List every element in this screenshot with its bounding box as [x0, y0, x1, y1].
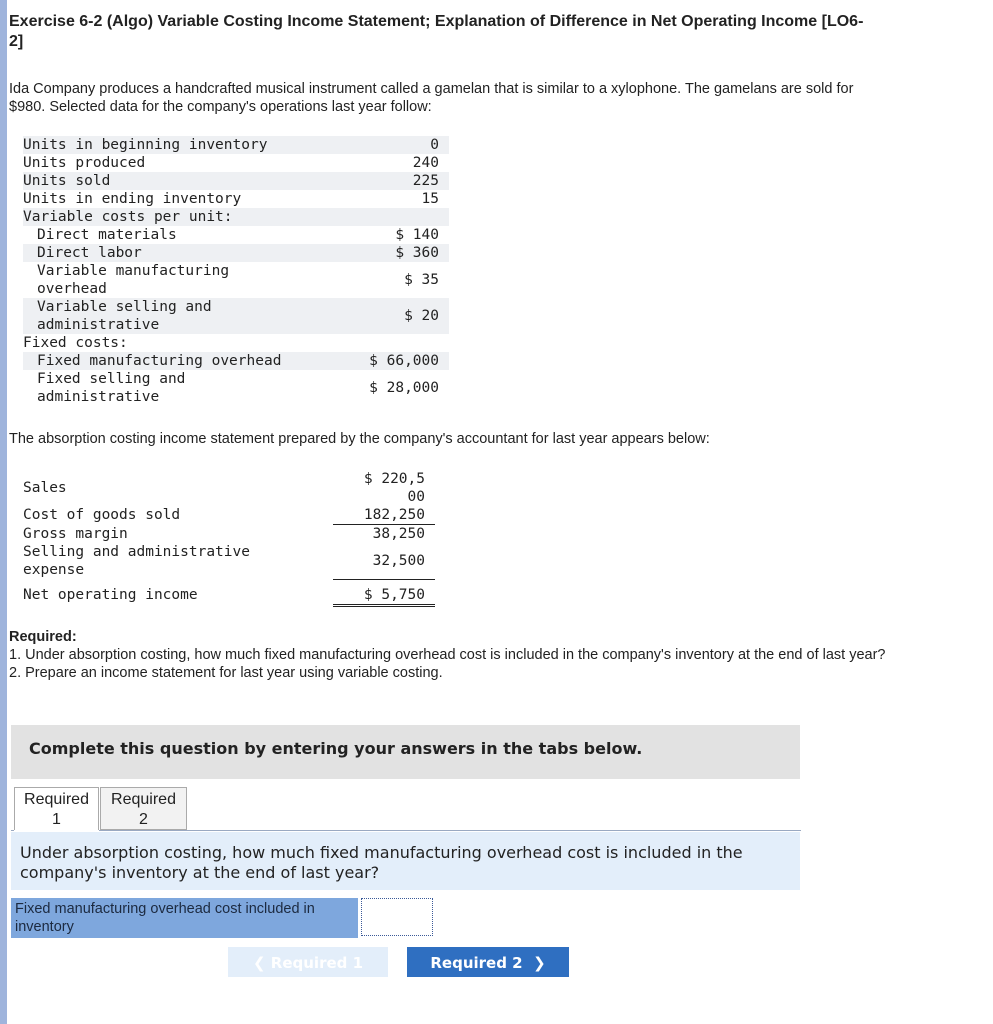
table-row: Sales $ 220,500: [23, 471, 425, 505]
question-text: Under absorption costing, how much fixed manufacturing overhead cost is included in the company's inventory at the end of last year?: [20, 843, 743, 882]
intro-text: Ida Company produces a handcrafted musical instrument called a gamelan that is similar to a xylophone. The gamelans are sold for $980. Selected data for the company's operations last year follow:: [9, 81, 854, 115]
table-row: Fixed costs:: [23, 335, 128, 351]
table-row: Variable manufacturing overhead $ 35: [37, 263, 439, 297]
left-accent-bar: [0, 0, 7, 1024]
exercise-title: Exercise 6-2 (Algo) Variable Costing Income Statement; Explanation of Difference in Net Operating Income [LO6-2]: [9, 13, 864, 50]
instruction-text: Complete this question by entering your answers in the tabs below.: [29, 739, 643, 758]
fixed-overhead-input[interactable]: [361, 898, 433, 936]
table-row: Net operating income $ 5,750: [23, 579, 435, 605]
table-row: Direct materials $ 140: [37, 227, 439, 243]
answer-label: Fixed manufacturing overhead cost included in inventory: [11, 898, 358, 938]
question-panel: [11, 832, 800, 890]
table-row: Units sold 225: [23, 172, 449, 190]
chevron-right-icon: ❯: [527, 954, 546, 972]
tab-required-2[interactable]: Required 2: [100, 787, 187, 830]
required-section: [9, 628, 889, 682]
required-item-2: 2. Prepare an income statement for last year using variable costing.: [9, 665, 443, 681]
next-button[interactable]: [407, 947, 569, 977]
table-row: Fixed selling and administrative $ 28,000: [37, 371, 439, 405]
data-table: [23, 136, 449, 406]
required-heading: Required:: [9, 629, 77, 645]
table-row: Selling and administrative expense 32,500: [23, 543, 435, 579]
prev-button[interactable]: [228, 947, 388, 977]
table-row: Variable costs per unit:: [23, 208, 449, 226]
table-row: Variable selling and administrative $ 20: [23, 298, 449, 334]
prev-button-label: Required 1: [270, 954, 364, 972]
instruction-banner: [11, 725, 800, 779]
next-button-label: Required 2: [430, 954, 523, 972]
tab-divider: [99, 830, 801, 831]
tab-divider: [11, 830, 14, 831]
table-row: Cost of goods sold 182,250: [23, 506, 435, 525]
income-statement: [23, 470, 435, 607]
required-item-1: 1. Under absorption costing, how much fixed manufacturing overhead cost is included in the company's inventory at the end of last year?: [9, 647, 886, 663]
statement-note: The absorption costing income statement prepared by the company's accountant for last year appears below:: [9, 431, 710, 447]
table-row: Units in ending inventory 15: [23, 191, 439, 207]
table-row: Gross margin 38,250: [23, 525, 425, 542]
table-row: Units produced 240: [23, 155, 439, 171]
table-row: Fixed manufacturing overhead $ 66,000: [23, 352, 449, 370]
chevron-left-icon: ❮: [252, 954, 266, 972]
table-row: Units in beginning inventory 0: [23, 136, 449, 154]
table-row: Direct labor $ 360: [23, 244, 449, 262]
tab-required-1[interactable]: Required 1: [14, 787, 99, 830]
sales-value: $ 220,500: [363, 471, 425, 505]
